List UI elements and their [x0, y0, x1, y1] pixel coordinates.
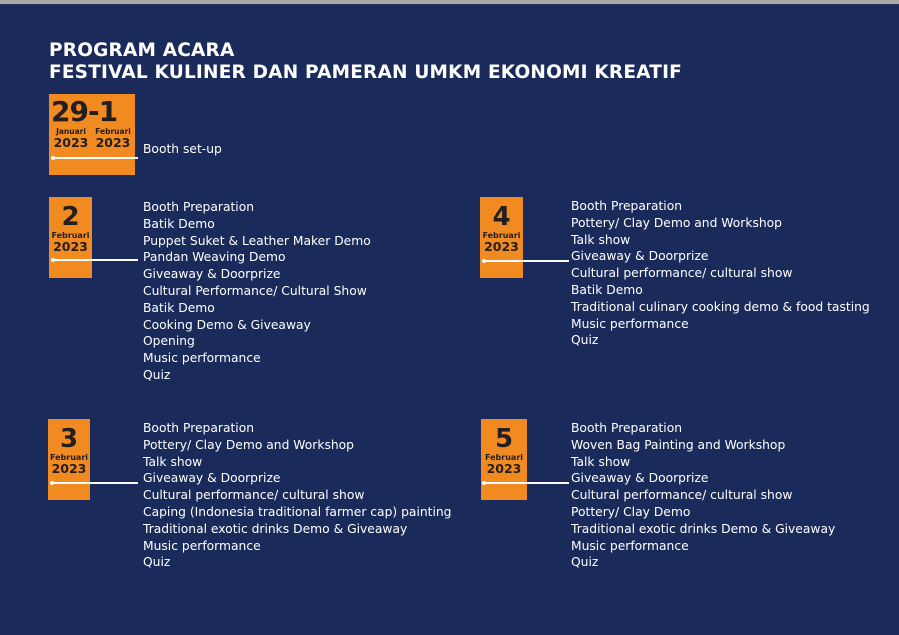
activity-item: Quiz: [571, 333, 599, 348]
start-year: 2023: [53, 135, 89, 150]
activity-item: Cultural performance/ cultural show: [571, 488, 793, 503]
activity-item: Quiz: [143, 555, 171, 570]
connector-line: [53, 259, 138, 261]
activity-item: Woven Bag Painting and Workshop: [571, 437, 786, 452]
date-badge-day-5: [481, 419, 527, 500]
activity-item: Traditional exotic drinks Demo & Giveaway: [143, 521, 408, 536]
date-day: 3: [59, 424, 79, 454]
activity-list-day-3: [143, 420, 452, 571]
date-month: Februari: [482, 231, 521, 240]
title-line-program: PROGRAM ACARA: [49, 40, 235, 61]
activity-item: Booth Preparation: [143, 421, 255, 435]
activity-item: Cultural Performance/ Cultural Show: [143, 283, 367, 298]
activity-item: Music performance: [571, 538, 689, 553]
activity-list-day-2: [143, 199, 371, 384]
activity-item: Booth Preparation: [571, 199, 683, 213]
activity-item: Puppet Suket & Leather Maker Demo: [143, 233, 371, 248]
activity-item: Batik Demo: [571, 282, 643, 297]
date-year: 2023: [51, 461, 87, 476]
date-badge-day-2: [49, 197, 92, 278]
activity-item: Opening: [143, 334, 195, 349]
title-line-festival: FESTIVAL KULINER DAN PAMERAN UMKM EKONOMI KREATIF: [49, 62, 683, 83]
window-top-edge: [0, 4, 899, 5]
activity-item: Talk show: [143, 454, 203, 469]
activity-item: Batik Demo: [143, 216, 215, 231]
date-badge-day-3: [48, 419, 90, 500]
activity-item: Caping (Indonesia traditional farmer cap) painting: [143, 504, 452, 519]
activity-item: Giveaway & Doorprize: [571, 471, 709, 486]
activity-item: Traditional culinary cooking demo & food tasting: [571, 299, 870, 314]
activity-item: Pottery/ Clay Demo and Workshop: [571, 215, 782, 230]
date-day: 2: [61, 202, 80, 232]
activity-item: Quiz: [571, 555, 599, 570]
start-date: [52, 127, 90, 150]
activity-item: Booth set-up: [143, 142, 222, 156]
date-range: 29-1: [51, 95, 118, 128]
date-year: 2023: [486, 461, 522, 476]
activity-item: Cultural performance/ cultural show: [143, 488, 365, 503]
activity-item: Talk show: [571, 232, 631, 247]
connector-line: [52, 482, 138, 484]
date-day: 5: [494, 424, 514, 454]
date-day: 4: [492, 202, 511, 232]
start-month: Januari: [56, 127, 86, 136]
activity-item: Pottery/ Clay Demo: [571, 504, 691, 519]
activity-item: Talk show: [571, 454, 631, 469]
connector-line: [484, 260, 569, 262]
activity-item: Cultural performance/ cultural show: [571, 266, 793, 281]
activity-item: Giveaway & Doorprize: [143, 471, 281, 486]
activity-item: Giveaway & Doorprize: [571, 249, 709, 264]
activity-item: Music performance: [143, 538, 261, 553]
activity-item: Pottery/ Clay Demo and Workshop: [143, 437, 354, 452]
date-month: Februari: [49, 453, 89, 462]
date-badge-day-4: [480, 197, 523, 278]
activity-item: Music performance: [143, 351, 261, 366]
end-date: [93, 127, 133, 150]
date-month: Februari: [484, 453, 524, 462]
activity-list-day-4: [571, 198, 870, 349]
activity-item: Traditional exotic drinks Demo & Giveaway: [571, 521, 836, 536]
date-year: 2023: [53, 239, 88, 254]
activity-item: Giveaway & Doorprize: [143, 267, 281, 282]
date-badge-setup: [49, 94, 135, 175]
activity-item: Batik Demo: [143, 300, 215, 315]
activity-item: Pandan Weaving Demo: [143, 250, 286, 265]
date-year: 2023: [484, 239, 519, 254]
activity-item: Booth Preparation: [571, 421, 683, 435]
page-title: [49, 40, 682, 84]
activity-list-setup: [143, 141, 222, 158]
connector-line: [484, 482, 569, 484]
activity-item: Booth Preparation: [143, 200, 255, 214]
activity-item: Quiz: [143, 367, 171, 382]
end-month: Februari: [95, 127, 131, 136]
end-year: 2023: [95, 135, 131, 150]
activity-list-day-5: [571, 420, 835, 571]
activity-item: Cooking Demo & Giveaway: [143, 317, 311, 332]
activity-item: Music performance: [571, 316, 689, 331]
connector-line: [53, 157, 138, 159]
date-month: Februari: [51, 231, 90, 240]
